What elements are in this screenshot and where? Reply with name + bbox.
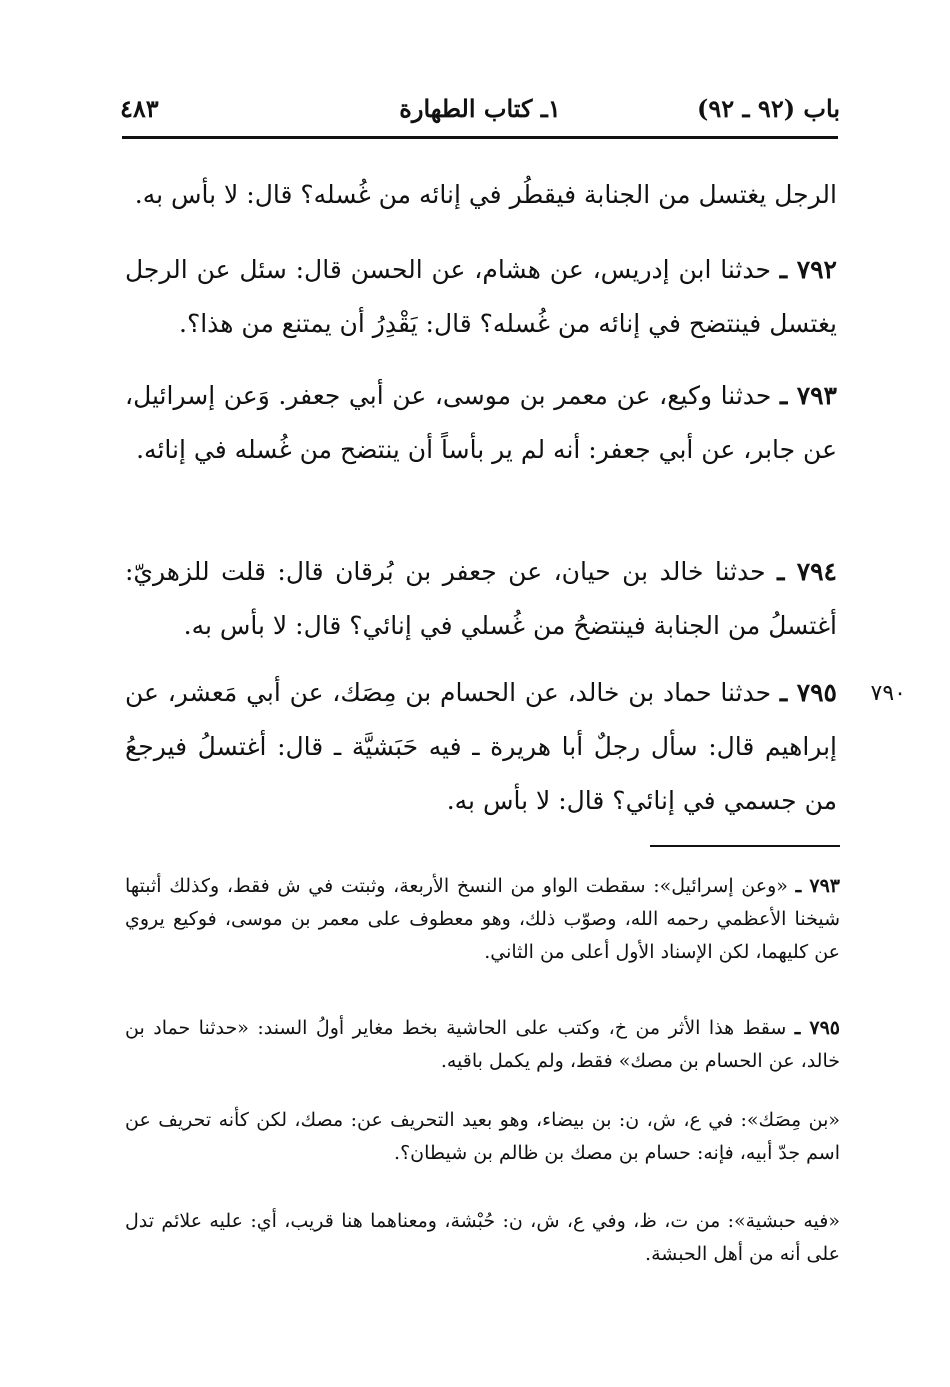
hadith-number: ٧٩٤ ـ xyxy=(777,557,837,586)
hadith-795 xyxy=(125,666,837,828)
footnote-793 xyxy=(125,870,840,969)
hadith-text: حدثنا وكيع، عن معمر بن موسى، عن أبي جعفر. وَعن إسرائيل، عن جابر، عن أبي جعفر: أنه لم ير بأساً أن ينتضح من غُسله في إنائه. xyxy=(125,381,837,464)
book-title: ١ـ كتاب الطهارة xyxy=(399,94,561,123)
header-rule xyxy=(122,136,838,139)
hadith-number: ٧٩٣ ـ xyxy=(779,381,837,410)
footnote-text: «فيه حبشية»: من ت، ظ، وفي ع، ش، ن: حُبْشة، ومعناهما هنا قريب، أي: عليه علائم تدل على أنه من أهل الحبشة. xyxy=(125,1210,840,1265)
continuation-text: الرجل يغتسل من الجنابة فيقطُر في إنائه من غُسله؟ قال: لا بأس به. xyxy=(134,180,837,209)
hadith-text: حدثنا حماد بن خالد، عن الحسام بن مِصَك، عن أبي مَعشر، عن إبراهيم قال: سأل رجلٌ أبا هريرة ـ فيه حَبَشيَّة ـ قال: أغتسلُ فيرجعُ من جسمي في إنائي؟ قال: لا بأس به. xyxy=(125,678,837,815)
footnote-text: «وعن إسرائيل»: سقطت الواو من النسخ الأربعة، وثبتت في ش فقط، وكذلك أثبتها شيخنا الأعظمي رحمه الله، وصوّب ذلك، وهو معطوف على معمر بن موسى، فوكيع يروي عن كليهما، لكن الإسناد الأول أعلى من الثاني. xyxy=(125,875,840,963)
hadith-text: حدثنا ابن إدريس، عن هشام، عن الحسن قال: سئل عن الرجل يغتسل فينتضح في إنائه من غُسله؟ قال: يَقْدِرُ أن يمتنع من هذا؟. xyxy=(125,255,837,338)
page-number: ٤٨٣ xyxy=(120,94,159,123)
chapter-range: باب (٩٢ ـ ٩٢) xyxy=(697,94,840,123)
margin-number: ٧٩٠ xyxy=(870,681,906,706)
footnote-lead: ٧٩٥ ـ xyxy=(794,1017,840,1039)
hadith-794 xyxy=(125,545,837,653)
footnote-ibn-misak xyxy=(125,1104,840,1170)
hadith-number: ٧٩٥ ـ xyxy=(779,678,837,707)
footnote-habashiyya xyxy=(125,1205,840,1271)
footnote-text: سقط هذا الأثر من خ، وكتب على الحاشية بخط مغاير أولُ السند: «حدثنا حماد بن خالد، عن الحسام بن مصك» فقط، ولم يكمل باقيه. xyxy=(125,1017,840,1072)
running-header xyxy=(120,88,840,130)
hadith-text: حدثنا خالد بن حيان، عن جعفر بن بُرقان قال: قلت للزهريّ: أغتسلُ من الجنابة فينتضحُ من غُسلي في إنائي؟ قال: لا بأس به. xyxy=(125,557,837,640)
footnote-text: «بن مِصَك»: في ع، ش، ن: بن بيضاء، وهو بعيد التحريف عن: مصك، لكن كأنه تحريف عن اسم جدّ أبيه، فإنه: حسام بن مصك بن ظالم بن شيطان؟. xyxy=(125,1109,840,1164)
hadith-number: ٧٩٢ ـ xyxy=(779,255,837,284)
footnote-lead: ٧٩٣ ـ xyxy=(795,875,840,897)
footnote-separator xyxy=(650,845,840,847)
hadith-793 xyxy=(125,369,837,477)
hadith-792 xyxy=(125,243,837,351)
footnote-795 xyxy=(125,1012,840,1078)
